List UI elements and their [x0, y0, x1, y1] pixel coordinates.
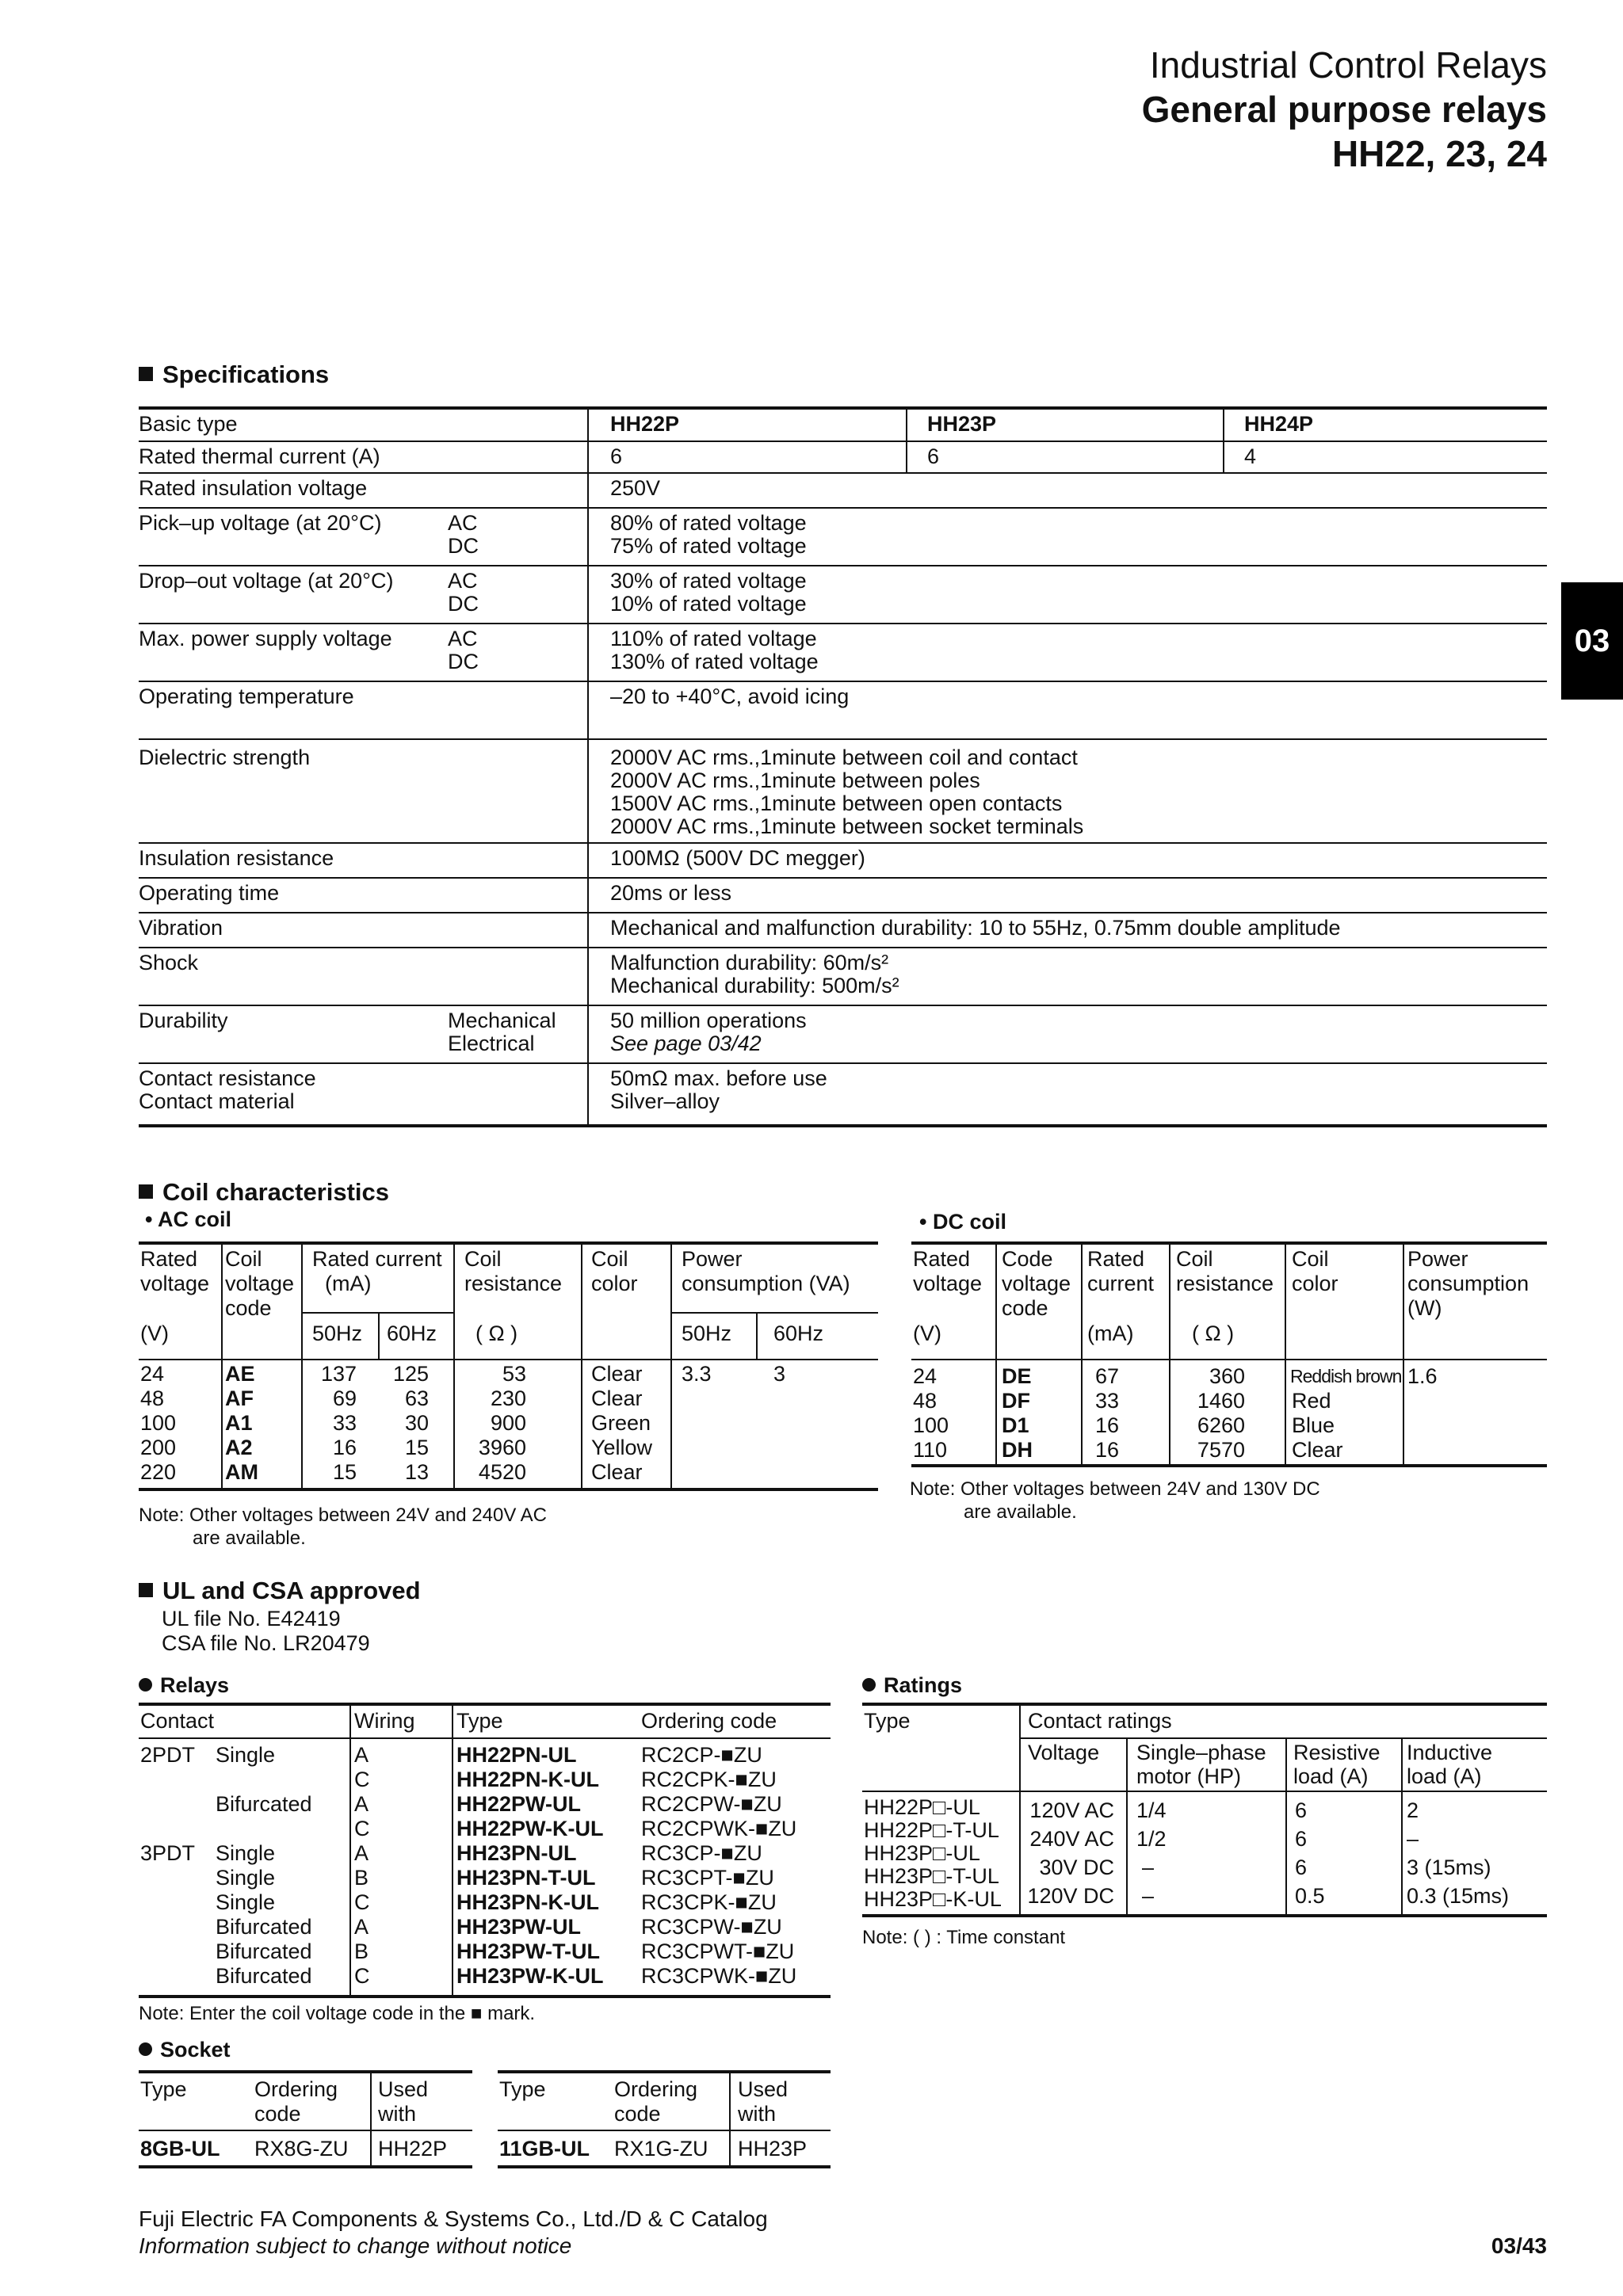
- bullet-icon: [139, 1678, 152, 1691]
- ul-file-number: UL file No. E42419: [162, 1607, 341, 1630]
- dc-coil-note: Note: Other voltages between 24V and 130V DC: [910, 1478, 1320, 1500]
- spec-row-insulation-resistance: Insulation resistance 100MΩ (500V DC megger): [139, 844, 1547, 879]
- spec-row-contact: Contact resistance Contact material 50mΩ max. before use Silver–alloy: [139, 1064, 1547, 1127]
- rating-type: HH22P□-T-UL: [864, 1818, 999, 1842]
- header-category: Industrial Control Relays: [1149, 44, 1547, 86]
- section-tab: 03: [1561, 582, 1623, 700]
- ul-csa-heading: UL and CSA approved: [139, 1577, 421, 1605]
- bullet-icon: [862, 1678, 876, 1691]
- ac-coil-note: Note: Other voltages between 24V and 240V AC: [139, 1505, 548, 1526]
- spec-row-insulation-voltage: Rated insulation voltage 250V: [139, 474, 1547, 509]
- header-title: General purpose relays: [1141, 89, 1547, 130]
- relays-note: Note: Enter the coil voltage code in the ■ mark.: [139, 2003, 536, 2024]
- spec-row-operating-time: Operating time 20ms or less: [139, 879, 1547, 913]
- spec-row-vibration: Vibration Mechanical and malfunction durability: 10 to 55Hz, 0.75mm double amplitude: [139, 913, 1547, 948]
- page-number: 03/43: [1491, 2233, 1547, 2258]
- ratings-subheading: Ratings: [862, 1673, 962, 1698]
- rating-type: HH23P□-K-UL: [864, 1887, 1002, 1911]
- header-models: HH22, 23, 24: [1331, 133, 1547, 174]
- rating-type: HH23P□-T-UL: [864, 1864, 999, 1888]
- spec-row-dielectric-strength: Dielectric strength 2000V AC rms.,1minute between coil and contact 2000V AC rms.,1minute between poles 1500V AC rms.,1minute between open contacts 2000V AC rms.,1minute between socket terminals: [139, 740, 1547, 844]
- csa-file-number: CSA file No. LR20479: [162, 1631, 370, 1655]
- spec-row-dropout-voltage: Drop–out voltage (at 20°C) AC DC 30% of rated voltage 10% of rated voltage: [139, 566, 1547, 624]
- ratings-note: Note: ( ) : Time constant: [862, 1927, 1066, 1948]
- spec-row-durability: Durability Mechanical Electrical 50 million operations See page 03/42: [139, 1006, 1547, 1064]
- footer-disclaimer: Information subject to change without notice: [139, 2233, 572, 2258]
- footer-publisher: Fuji Electric FA Components & Systems Co., Ltd./D & C Catalog: [139, 2206, 768, 2231]
- square-bullet-icon: [139, 367, 153, 381]
- relays-subheading: Relays: [139, 1673, 229, 1698]
- spec-row-max-supply-voltage: Max. power supply voltage AC DC 110% of rated voltage 130% of rated voltage: [139, 624, 1547, 682]
- coil-heading: Coil characteristics: [139, 1178, 389, 1207]
- ac-coil-subheading: • AC coil: [145, 1207, 231, 1231]
- spec-row-shock: Shock Malfunction durability: 60m/s² Mechanical durability: 500m/s²: [139, 948, 1547, 1006]
- square-bullet-icon: [139, 1583, 153, 1597]
- rating-type: HH22P□-UL: [864, 1795, 980, 1819]
- specifications-heading: Specifications: [139, 360, 329, 389]
- spec-row-thermal-current: Rated thermal current (A) 6 6 4: [139, 442, 1547, 474]
- spec-row-pickup-voltage: Pick–up voltage (at 20°C) AC DC 80% of rated voltage 75% of rated voltage: [139, 509, 1547, 566]
- spec-row-basic-type: Basic type HH22P HH23P HH24P: [139, 410, 1547, 442]
- rating-type: HH23P□-UL: [864, 1841, 980, 1865]
- socket-subheading: Socket: [139, 2038, 231, 2062]
- dc-coil-subheading: • DC coil: [919, 1210, 1006, 1234]
- bullet-icon: [139, 2042, 152, 2056]
- square-bullet-icon: [139, 1184, 153, 1199]
- spec-row-operating-temperature: Operating temperature –20 to +40°C, avoid icing: [139, 682, 1547, 740]
